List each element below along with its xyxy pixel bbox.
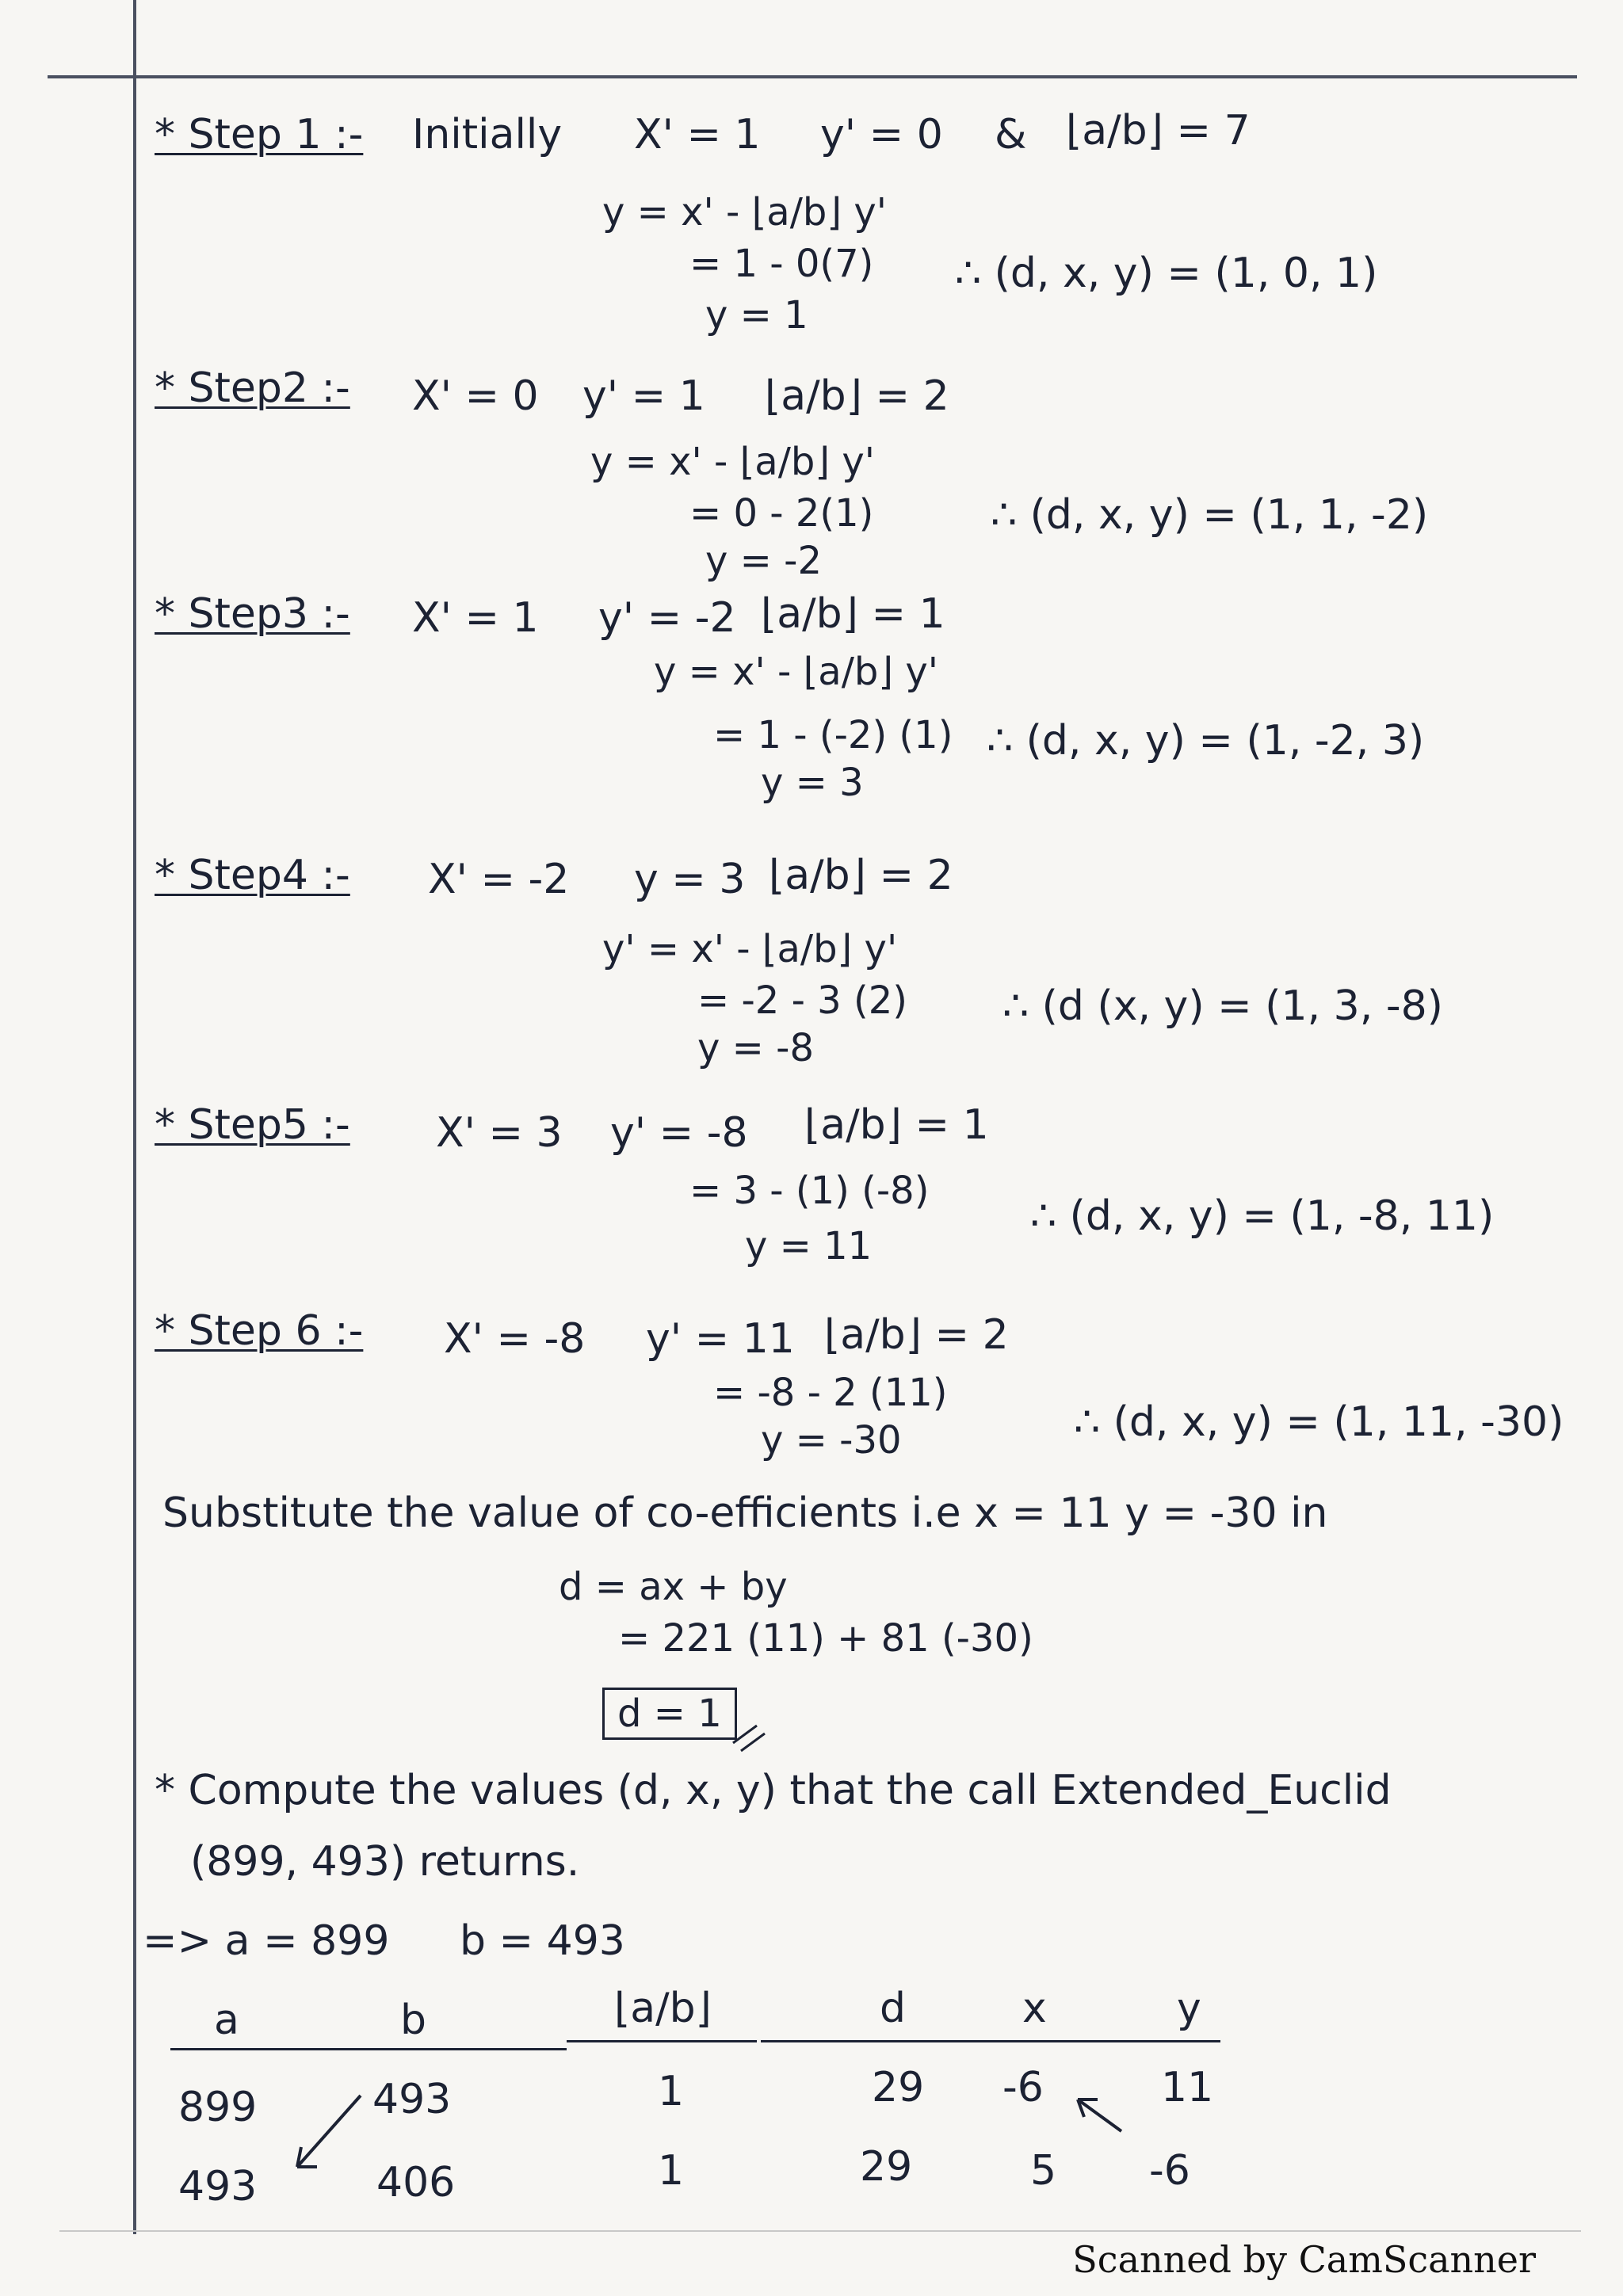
step-5-y-value: y = 11: [745, 1224, 873, 1268]
table-header-y: y: [1177, 1985, 1201, 2032]
table-header-floor: ⌊a/b⌋: [614, 1985, 712, 2032]
step-1-calc: = 1 - 0(7): [689, 242, 874, 286]
step-6-result: ∴ (d, x, y) = (1, 11, -30): [1074, 1398, 1564, 1446]
step-2-formula: y = x' - ⌊a/b⌋ y': [590, 440, 875, 484]
step-6-floor: ⌊a/b⌋ = 2: [824, 1311, 1009, 1359]
step-1-and: &: [995, 111, 1027, 158]
step-6-x-prime: X' = -8: [444, 1315, 586, 1363]
step-4-formula: y' = x' - ⌊a/b⌋ y': [602, 927, 898, 971]
step-5-y-prime: y' = -8: [610, 1109, 748, 1157]
answer-tick-marks: [733, 1726, 765, 1751]
table-row-1-floor: 1: [658, 2068, 685, 2115]
step-3-formula: y = x' - ⌊a/b⌋ y': [654, 650, 938, 694]
table-row-1-b: 493: [372, 2076, 452, 2123]
step-5-label: * Step5 :-: [155, 1101, 350, 1149]
answer-box: d = 1: [602, 1688, 737, 1740]
step-3-floor: ⌊a/b⌋ = 1: [761, 590, 945, 638]
given-a: => a = 899: [143, 1917, 390, 1965]
table-header-d: d: [880, 1985, 907, 2032]
substitute-formula: d = ax + by: [559, 1565, 788, 1609]
step-1-x-prime: X' = 1: [634, 111, 761, 158]
table-row-2-b: 406: [376, 2159, 456, 2206]
step-4-label: * Step4 :-: [155, 852, 350, 899]
step-1-y-prime: y' = 0: [820, 111, 943, 158]
step-3-label: * Step3 :-: [155, 590, 350, 638]
table-header-a: a: [214, 1997, 239, 2044]
step-1-initially: Initially: [412, 111, 563, 158]
substitute-calc: = 221 (11) + 81 (-30): [618, 1616, 1033, 1661]
step-3-y-value: y = 3: [761, 761, 864, 805]
scanner-watermark: Scanned by CamScanner: [1072, 2238, 1536, 2281]
step-1-formula: y = x' - ⌊a/b⌋ y': [602, 190, 887, 235]
step-1-floor: ⌊a/b⌋ = 7: [1066, 107, 1251, 154]
table-row-2-floor: 1: [658, 2147, 685, 2195]
step-3-calc: = 1 - (-2) (1): [713, 713, 953, 757]
step-3-x-prime: X' = 1: [412, 594, 539, 642]
table-row-1-a: 899: [178, 2084, 258, 2131]
step-5-floor: ⌊a/b⌋ = 1: [804, 1101, 989, 1149]
step-4-calc: = -2 - 3 (2): [697, 978, 907, 1023]
step-5-x-prime: X' = 3: [436, 1109, 563, 1157]
step-5-calc: = 3 - (1) (-8): [689, 1169, 930, 1213]
step-2-y-prime: y' = 1: [582, 372, 705, 420]
table-row-1-d: 29: [872, 2064, 925, 2111]
table-row-2-d: 29: [860, 2143, 913, 2191]
step-6-y-value: y = -30: [761, 1418, 902, 1463]
step-1-y-value: y = 1: [705, 293, 808, 338]
table-row-2-y: -6: [1149, 2147, 1190, 2195]
step-3-y-prime: y' = -2: [598, 594, 736, 642]
step-2-calc: = 0 - 2(1): [689, 491, 874, 536]
table-row-2-x: 5: [1030, 2147, 1057, 2195]
table-header-x: x: [1022, 1985, 1047, 2032]
step-4-result: ∴ (d (x, y) = (1, 3, -8): [1002, 982, 1443, 1030]
step-2-x-prime: X' = 0: [412, 372, 539, 420]
step-2-floor: ⌊a/b⌋ = 2: [765, 372, 949, 420]
step-3-result: ∴ (d, x, y) = (1, -2, 3): [987, 717, 1425, 765]
step-4-floor: ⌊a/b⌋ = 2: [769, 852, 953, 899]
given-b: b = 493: [460, 1917, 625, 1965]
step-5-result: ∴ (d, x, y) = (1, -8, 11): [1030, 1192, 1495, 1240]
step-2-y-value: y = -2: [705, 539, 822, 583]
step-4-y-value: y = -8: [697, 1026, 814, 1070]
step-6-calc: = -8 - 2 (11): [713, 1371, 948, 1415]
table-header-b: b: [400, 1997, 427, 2044]
step-1-label: * Step 1 :-: [155, 111, 364, 158]
step-2-label: * Step2 :-: [155, 364, 350, 412]
compute-line-2: (899, 493) returns.: [190, 1838, 580, 1886]
step-2-result: ∴ (d, x, y) = (1, 1, -2): [991, 491, 1429, 539]
step-4-y: y = 3: [634, 856, 746, 903]
row-diagonal-arrow: [297, 2096, 361, 2167]
table-row-2-a: 493: [178, 2163, 258, 2210]
step-6-y-prime: y' = 11: [646, 1315, 795, 1363]
table-row-1-x: -6: [1002, 2064, 1044, 2111]
substitute-text: Substitute the value of co-efficients i.e x = 11 y = -30 in: [162, 1489, 1328, 1537]
step-1-result: ∴ (d, x, y) = (1, 0, 1): [955, 250, 1378, 297]
step-6-label: * Step 6 :-: [155, 1307, 364, 1355]
table-row-1-y: 11: [1161, 2064, 1214, 2111]
step-4-x-prime: X' = -2: [428, 856, 570, 903]
compute-line-1: * Compute the values (d, x, y) that the call Extended_Euclid: [155, 1767, 1392, 1814]
